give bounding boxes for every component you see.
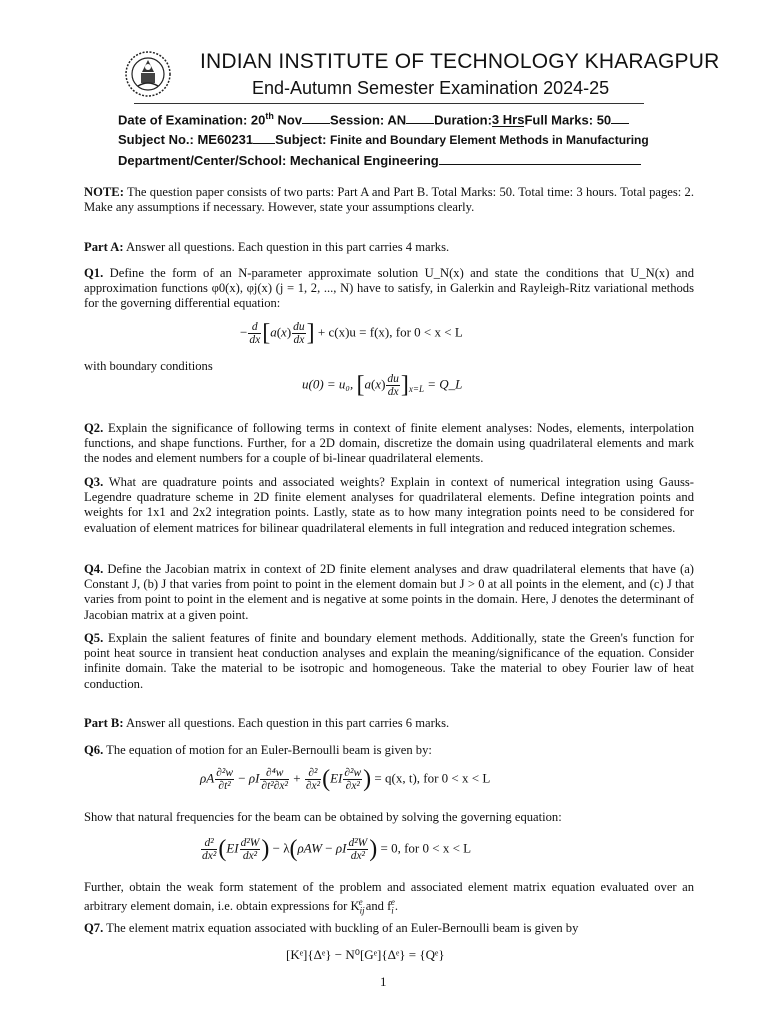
q6-label: Q6. xyxy=(84,743,104,757)
marks-label: Full Marks: 50 xyxy=(524,112,612,128)
q7-paragraph xyxy=(84,921,694,936)
f-sup: e xyxy=(390,897,395,908)
q7-equation: [Kᵉ]{Δᵉ} − N⁰[Gᵉ]{Δᵉ} = {Qᵉ} xyxy=(286,947,445,962)
date-suffix: th xyxy=(265,111,274,121)
subject-line xyxy=(118,132,649,147)
q6-text-3-start: Further, obtain the weak form statement of the problem and associated element matrix equation evaluated over an arbitrary element domain, i.e. obtain expressions for K xyxy=(84,880,694,914)
q6-equation-1: ρA $\frac{\text{∂²w}}{\text{∂t²}}$ − ρI $\frac{\text{∂⁴w}}{\text{∂t²∂x²}}$ + $\frac{\text{∂²}}{\text{∂x²}}$ (EI $\frac{\text{∂²w}}{\text{∂x²}}$ ) = q(x, t), for 0 < x < L xyxy=(200,766,491,792)
q6-text-3 xyxy=(84,880,694,919)
part-b-text: Answer all questions. Each question in this part carries 6 marks. xyxy=(123,716,450,730)
duration-value: 3 Hrs xyxy=(491,112,525,128)
q4-paragraph xyxy=(84,562,694,623)
part-a-label: Part A: xyxy=(84,240,124,254)
q3-label: Q3. xyxy=(84,475,104,489)
q1-bc-sub: x=L xyxy=(408,384,424,395)
k-sup: e xyxy=(358,897,363,908)
q4-label: Q4. xyxy=(84,562,104,576)
q1-paragraph xyxy=(84,266,694,312)
subject-value: Finite and Boundary Element Methods in Manufacturing xyxy=(330,133,649,147)
duration-label: Duration: xyxy=(434,112,492,128)
q2-label: Q2. xyxy=(84,421,104,435)
page-number: 1 xyxy=(380,974,387,989)
q6-text: The equation of motion for an Euler-Bernoulli beam is given by: xyxy=(103,743,432,757)
header-rule xyxy=(134,103,644,104)
part-b-label: Part B: xyxy=(84,716,124,730)
session-label: Session: AN xyxy=(330,112,407,128)
q5-label: Q5. xyxy=(84,631,104,645)
q6-eq1-tail: = q(x, t), for 0 < x < L xyxy=(374,770,491,786)
part-a-heading xyxy=(84,240,694,255)
q4-text: Define the Jacobian matrix in context of 2D finite element analyses and draw quadrilateral elements that have (a) Constant J, (b) J that varies from point to point in the element domain but J > 0 at all points in the element, and (c) J that varies from point to point in the element and is negative at some points in the domain. Here, J denotes the determinant of Jacobian matrix at a given point. xyxy=(84,562,694,622)
q2-paragraph xyxy=(84,421,694,467)
q1-bc-equation: u(0) = u₀, [a(x) $\frac{du}{dx}$ ]$_{x=L}$ = Q_L xyxy=(302,372,463,398)
q5-paragraph xyxy=(84,631,694,692)
exam-title: End-Autumn Semester Examination 2024-25 xyxy=(252,78,610,98)
q1-text: Define the form of an N-parameter approximate solution U_N(x) and state the conditions that U_N(x) and approximation functions φ0(x), φj(x) (j = 1, 2, ..., N) have to satisfy, in Galerkin and Rayleigh-Ritz variational methods for the governing differential equation: xyxy=(84,266,694,311)
q2-text: Explain the significance of following terms in context of finite element analyses: Nodes, elements, interpolation functions, and shape functions. Further, for a 2D domain, discretize the domain using quadrilateral elements and mark the nodes and element numbers for a couple of bi-linear quadrilateral elements. xyxy=(84,421,694,466)
q3-text: What are quadrature points and associated weights? Explain in context of numerical integration using Gauss-Legendre quadrature scheme in 2D finite element analyses for quadrilateral elements. Define integration points and weights for 1x1 and 2x2 integration points. Lastly, state as to how many integration points need to be considered for evaluation of element matrices for bilinear quadrilateral elements in full integration and reduced integration schemes. xyxy=(84,475,694,535)
q1-eq-tail: + c(x)u = f(x), for 0 < x < L xyxy=(317,324,463,340)
note-label: NOTE: xyxy=(84,185,124,199)
subject-label: Subject: xyxy=(275,132,331,147)
note-paragraph xyxy=(84,185,694,215)
subject-no-label: Subject No.: ME60231 xyxy=(118,132,254,147)
q5-text: Explain the salient features of finite and boundary element methods. Additionally, state the Green's function for point heat source in transient heat conduction analyses and explain the meaning/significance of the equation. Consider infinite domain. Take the material to be isotropic and homogeneous. Take the material to obey Fourier law of heat conduction. xyxy=(84,631,694,691)
q6-equation-2: $\frac{\text{d²}}{\text{dx²}}$ (EI $\frac{\text{d²W}}{\text{dx²}}$ ) − λ(ρAW − ρI $\frac{\text{d²W}}{\text{dx²}}$ ) = 0, for 0 < x < L xyxy=(202,836,472,862)
q6-text-3-end: . xyxy=(394,899,398,914)
q1-label: Q1. xyxy=(84,266,104,280)
q6-paragraph xyxy=(84,743,694,758)
q6-text-2: Show that natural frequencies for the beam can be obtained by solving the governing equation: xyxy=(84,810,562,824)
department-label: Department/Center/School: Mechanical Engineering xyxy=(118,153,439,168)
q1-bc-right: = Q_L xyxy=(427,376,463,392)
exam-info-line xyxy=(118,111,629,127)
f-sub: i xyxy=(391,905,394,916)
q6-eq2-tail: = 0, for 0 < x < L xyxy=(380,840,472,856)
part-a-text: Answer all questions. Each question in this part carries 4 marks. xyxy=(123,240,450,254)
q1-bc-left: u(0) = u₀, xyxy=(302,376,354,392)
institute-name: INDIAN INSTITUTE OF TECHNOLOGY KHARAGPUR xyxy=(200,50,720,73)
date-label: Date of Examination: 20 xyxy=(118,112,266,128)
k-sub: ij xyxy=(359,905,365,916)
department-line xyxy=(118,153,641,168)
q7-label: Q7. xyxy=(84,921,104,935)
date-month: Nov xyxy=(273,112,303,128)
q3-paragraph xyxy=(84,475,694,536)
q7-text: The element matrix equation associated with buckling of an Euler-Bernoulli beam is given by xyxy=(103,921,579,935)
iit-kharagpur-logo xyxy=(124,50,172,98)
part-b-heading xyxy=(84,716,694,731)
q1-equation: − $\frac{d}{dx}$ [a(x) $\frac{du}{dx}$ ] + c(x)u = f(x), for 0 < x < L xyxy=(240,320,463,346)
q6-text-3-mid: and f xyxy=(362,899,392,914)
note-text: The question paper consists of two parts: Part A and Part B. Total Marks: 50. Total time: 3 hours. Total pages: 2. Make any assumptions if necessary. However, state your assumptions clearly. xyxy=(84,185,694,215)
q1-bc-label: with boundary conditions xyxy=(84,359,213,373)
